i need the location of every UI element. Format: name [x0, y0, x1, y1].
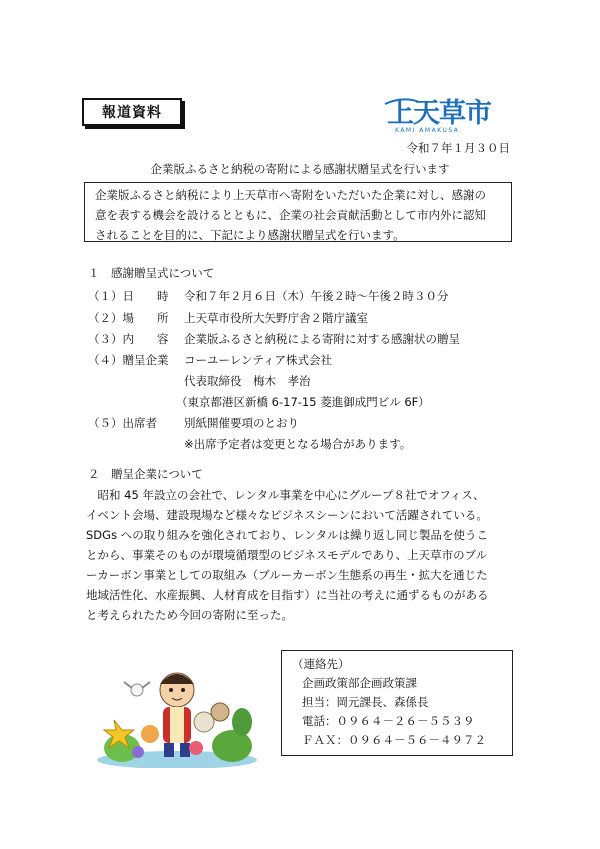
detail-row-place: （２）場 所 上天草市役所大矢野庁舎２階庁議室 [88, 311, 368, 325]
page-title: 企業版ふるさと納税の寄附による感謝状贈呈式を行います [150, 162, 450, 176]
detail-row-content: （３）内 容 企業版ふるさと納税による寄附に対する感謝状の贈呈 [88, 332, 460, 346]
contact-phone: 電話：０９６４－２６－５５３９ [302, 714, 475, 728]
company-description [86, 485, 518, 625]
contact-department: 企画政策部企画政策課 [302, 676, 417, 690]
contact-box [281, 650, 513, 756]
intro-line: 企業版ふるさと納税により上天草市へ寄附をいただいた企業に対し、感謝の [95, 188, 486, 202]
contact-fax: ＦＡＸ：０９６４－５６－４９７２ [302, 733, 486, 747]
detail-row-datetime: （１）日 時 令和７年２月６日（木）午後２時～午後２時３０分 [88, 289, 449, 303]
detail-row-address: （東京都港区新橋 6-17-15 菱進御成門ビル 6F） [176, 395, 430, 409]
document-type-label: 報道資料 [82, 98, 182, 126]
intro-line: されることを目的に、下記により感謝状贈呈式を行います。 [95, 228, 405, 242]
description-line: イベント会場、建設現場など様々なビジネスシーンにおいて活躍されている。 [86, 508, 488, 522]
description-line: SDGs への取り組みを強化されており、レンタルは繰り返し同じ製品を使うこ [86, 528, 488, 542]
detail-row-company: （４）贈呈企業 コーユーレンティア株式会社 [88, 353, 333, 367]
contact-heading: （連絡先） [292, 657, 350, 671]
detail-row-note: ※出席予定者は変更となる場合があります。 [184, 437, 412, 451]
logo-subtext: KAMI AMAKUSA [395, 127, 460, 134]
mascot-illustration [92, 660, 262, 768]
intro-box [84, 182, 512, 242]
section1-heading: １ 感謝贈呈式について [88, 266, 215, 280]
city-logo [383, 94, 513, 134]
issue-date: 令和７年１月３０日 [406, 141, 510, 155]
contact-person: 担当：岡元課長、森係長 [302, 695, 429, 709]
description-line: 地域活性化、水産振興、人材育成を目指す）に当社の考えに通ずるものがある [86, 588, 489, 602]
description-line: ーカーボン事業としての取組み（ブルーカーボン生態系の再生・拡大を通じた [86, 568, 488, 582]
logo-text: 上天草市 [387, 98, 491, 129]
detail-row-attendees: （５）出席者 別紙開催要項のとおり [88, 416, 299, 430]
section2-heading: ２ 贈呈企業について [88, 467, 203, 481]
description-line: とから、事業そのものが環境循環型のビジネスモデルであり、上天草市のブル [86, 548, 488, 562]
description-line: と考えられたため今回の寄附に至った。 [86, 608, 293, 622]
intro-line: 意を表する機会を設けるとともに、企業の社会貢献活動として市内外に認知 [95, 208, 486, 222]
description-line: 昭和 45 年設立の会社で、レンタル事業を中心にグループ８社でオフィス、 [86, 488, 485, 502]
detail-row-representative: 代表取締役 梅木 孝治 [184, 374, 311, 388]
